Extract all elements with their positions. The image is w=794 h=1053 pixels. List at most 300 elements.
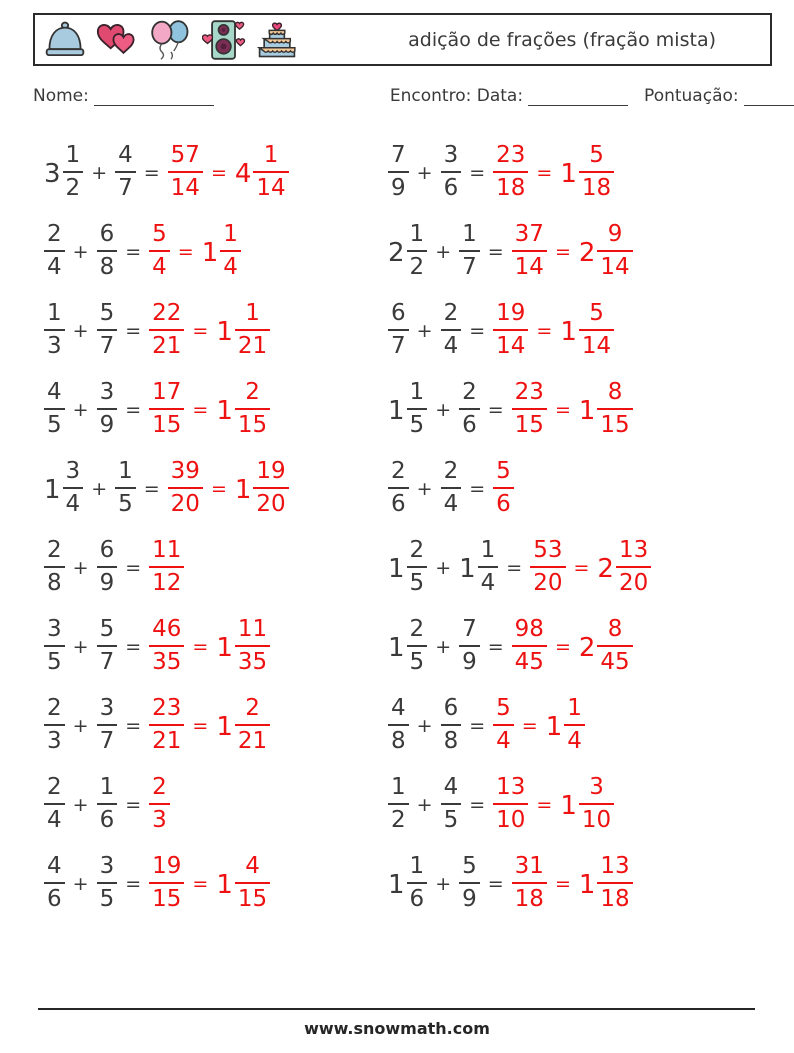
plus-operator: + [416,477,433,500]
fraction [407,220,428,280]
operand-a [44,378,65,438]
denominator: 7 [115,171,136,200]
footer-website: www.snowmath.com [304,1019,490,1038]
equals-operator: = [469,161,486,184]
fraction [97,220,118,280]
equals-operator: = [210,161,227,184]
equals-operator: = [125,635,142,658]
fraction [512,220,547,280]
fraction [44,536,65,596]
answer-mixed-number [578,220,633,280]
denominator: 9 [459,882,480,911]
whole-number: 1 [216,711,233,742]
problem-row [388,290,651,369]
fraction [253,141,288,201]
denominator: 5 [407,645,428,674]
fraction [407,615,428,675]
denominator: 6 [388,487,409,516]
plus-operator: + [416,319,433,342]
fraction [235,852,270,912]
numerator: 2 [443,299,459,326]
numerator: 39 [170,457,200,484]
date-field [390,86,628,106]
equals-operator: = [554,872,571,895]
whole-number: 1 [216,632,233,663]
plus-operator: + [416,161,433,184]
numerator: 2 [47,220,62,247]
denominator: 5 [407,408,428,437]
fraction [407,852,428,912]
operand-a [388,536,427,596]
operand-a [388,852,427,912]
denominator: 4 [493,724,514,753]
plus-operator: + [72,872,89,895]
fraction [149,615,184,675]
denominator: 5 [44,645,65,674]
numerator: 3 [65,457,81,484]
whole-number: 1 [216,316,233,347]
denominator: 4 [564,724,585,753]
score-field [644,86,794,106]
equals-operator: = [554,240,571,263]
denominator: 4 [441,487,462,516]
plus-operator: + [72,635,89,658]
fraction [597,378,632,438]
numerator: 98 [514,615,544,642]
equals-operator: = [469,714,486,737]
whole-number: 1 [578,869,596,900]
fraction [493,141,528,201]
operand-b [459,615,480,675]
fraction [220,220,241,280]
denominator: 6 [44,882,65,911]
equals-operator: = [487,872,504,895]
problems-column-left [44,132,289,922]
fraction [97,299,118,359]
fraction [459,852,480,912]
denominator: 9 [388,171,409,200]
operand-b [441,773,462,833]
denominator: 3 [149,803,170,832]
operand-b [459,220,480,280]
denominator: 21 [235,329,270,358]
fraction [149,852,184,912]
fraction [235,615,270,675]
fraction [407,378,428,438]
fraction [579,299,614,359]
header-fields [33,86,774,106]
denominator: 14 [493,329,528,358]
operand-b [459,536,498,596]
denominator: 10 [579,803,614,832]
numerator: 6 [99,220,115,247]
answer-mixed-number [234,141,289,201]
cake-icon [255,19,299,61]
fraction [493,773,528,833]
numerator: 7 [391,141,406,168]
fraction [388,457,409,517]
score-label: Pontuação: [644,86,739,106]
denominator: 14 [512,250,547,279]
plus-operator: + [435,635,452,658]
equals-operator: = [210,477,227,500]
fraction [63,141,84,201]
fraction [97,852,118,912]
answer-mixed-number [216,615,270,675]
denominator: 9 [459,645,480,674]
numerator: 53 [533,536,563,563]
fraction [512,615,547,675]
denominator: 5 [44,408,65,437]
numerator: 1 [480,536,496,563]
plus-operator: + [435,398,452,421]
numerator: 6 [391,299,406,326]
problem-row [388,843,651,922]
equals-operator: = [487,635,504,658]
denominator: 12 [149,566,184,595]
problem-row [388,685,651,764]
fraction [149,220,170,280]
operand-a [388,378,427,438]
equals-operator: = [573,556,590,579]
denominator: 14 [579,329,614,358]
numerator: 1 [462,220,477,247]
whole-number: 1 [545,711,563,742]
plus-operator: + [91,161,108,184]
denominator: 4 [220,250,241,279]
worksheet-title: adição de frações (fração mista) [408,28,716,51]
denominator: 3 [44,724,65,753]
numerator: 3 [99,694,115,721]
denominator: 6 [97,803,118,832]
equals-operator: = [192,398,209,421]
score-blank-line [744,101,794,106]
footer-divider [38,1008,755,1010]
operand-b [97,536,118,596]
fraction [149,773,170,833]
cloche-icon [43,19,87,61]
denominator: 18 [579,171,614,200]
fraction [441,141,462,201]
equals-operator: = [554,398,571,421]
whole-number: 2 [578,237,596,268]
equals-operator: = [521,714,538,737]
numerator: 4 [47,852,62,879]
answer-mixed-number [234,457,289,517]
whole-number: 1 [560,316,577,347]
equals-operator: = [487,398,504,421]
operand-a [388,299,409,359]
problem-row [388,527,651,606]
equals-operator: = [487,240,504,263]
fraction [97,773,118,833]
operand-a [388,220,427,280]
numerator: 11 [237,615,268,642]
denominator: 21 [149,724,184,753]
denominator: 5 [97,882,118,911]
numerator: 8 [607,378,623,405]
denominator: 8 [441,724,462,753]
operand-a [388,457,409,517]
fraction [579,773,614,833]
numerator: 2 [245,378,260,405]
operand-b [441,694,462,754]
fraction [616,536,651,596]
whole-number: 1 [560,158,577,189]
equals-operator: = [125,398,142,421]
problem-row [44,211,289,290]
numerator: 9 [607,220,623,247]
fraction [44,378,65,438]
denominator: 21 [149,329,184,358]
whole-number: 1 [44,474,61,505]
fraction [597,615,632,675]
fraction [63,457,84,517]
whole-number: 2 [597,553,614,584]
numerator: 1 [263,141,279,168]
name-label: Nome: [33,86,89,106]
answer-mixed-number [545,694,585,754]
whole-number: 3 [44,158,61,189]
fraction [44,773,65,833]
denominator: 15 [235,882,270,911]
operand-b [459,378,480,438]
operand-b [115,141,136,201]
operand-a [388,615,427,675]
whole-number: 1 [388,553,405,584]
denominator: 4 [478,566,499,595]
denominator: 9 [97,408,118,437]
answer-mixed-number [216,378,270,438]
denominator: 4 [149,250,170,279]
numerator: 1 [47,299,62,326]
operand-a [44,694,65,754]
numerator: 11 [152,536,182,563]
fraction [149,694,184,754]
numerator: 5 [496,694,511,721]
plus-operator: + [72,714,89,737]
operand-a [44,141,83,201]
numerator: 5 [589,299,604,326]
plus-operator: + [72,793,89,816]
fraction [459,615,480,675]
denominator: 18 [597,882,632,911]
numerator: 1 [99,773,115,800]
denominator: 15 [235,408,270,437]
denominator: 5 [115,487,136,516]
equals-operator: = [536,319,553,342]
fraction [97,615,118,675]
fraction [149,536,184,596]
fraction [168,457,203,517]
equals-operator: = [536,161,553,184]
whole-number: 1 [459,553,476,584]
operand-a [44,536,65,596]
equals-operator: = [506,556,523,579]
equals-operator: = [536,793,553,816]
numerator: 4 [118,141,133,168]
denominator: 21 [235,724,270,753]
denominator: 6 [441,171,462,200]
equals-operator: = [192,319,209,342]
fraction [388,141,409,201]
fraction [441,773,462,833]
fraction [388,694,409,754]
numerator: 4 [47,378,62,405]
numerator: 13 [618,536,649,563]
problem-row [44,764,289,843]
denominator: 7 [459,250,480,279]
denominator: 14 [597,250,632,279]
answer-mixed-number [216,852,270,912]
operand-a [44,773,65,833]
fraction [44,852,65,912]
fraction [597,852,632,912]
name-field [33,86,214,106]
fraction [407,536,428,596]
operand-b [441,457,462,517]
fraction [44,299,65,359]
answer-mixed-number [578,852,633,912]
denominator: 45 [512,645,547,674]
name-blank-line [94,101,214,106]
numerator: 13 [496,773,526,800]
fraction [44,694,65,754]
numerator: 8 [607,615,623,642]
problem-row [44,290,289,369]
numerator: 5 [99,299,115,326]
answer-mixed-number [560,141,614,201]
denominator: 14 [168,171,203,200]
operand-b [97,773,118,833]
fraction [388,299,409,359]
problems-column-right [388,132,651,922]
denominator: 6 [493,487,514,516]
numerator: 1 [65,141,81,168]
denominator: 6 [459,408,480,437]
whole-number: 1 [578,395,596,426]
whole-number: 1 [216,395,233,426]
numerator: 5 [496,457,511,484]
numerator: 1 [118,457,133,484]
numerator: 5 [589,141,604,168]
numerator: 2 [409,615,425,642]
denominator: 3 [44,329,65,358]
date-label: Encontro: Data: [389,86,524,106]
equals-operator: = [469,793,486,816]
answer-mixed-number [201,220,241,280]
plus-operator: + [435,240,452,263]
plus-operator: + [72,398,89,421]
equals-operator: = [469,319,486,342]
numerator: 1 [245,299,260,326]
operand-b [441,299,462,359]
decorative-icons [43,19,299,61]
fraction [441,457,462,517]
fraction [235,299,270,359]
fraction [459,378,480,438]
numerator: 2 [47,773,62,800]
numerator: 23 [514,378,544,405]
numerator: 3 [47,615,62,642]
operand-b [97,378,118,438]
numerator: 3 [443,141,459,168]
equals-operator: = [192,635,209,658]
problem-row [44,606,289,685]
denominator: 6 [407,882,428,911]
denominator: 15 [149,408,184,437]
numerator: 1 [223,220,238,247]
whole-number: 2 [388,237,405,268]
fraction [530,536,565,596]
answer-mixed-number [597,536,651,596]
fraction [579,141,614,201]
equals-operator: = [192,714,209,737]
operand-a [388,141,409,201]
fraction [493,457,514,517]
fraction [253,457,288,517]
numerator: 13 [600,852,630,879]
numerator: 3 [589,773,604,800]
denominator: 35 [235,645,270,674]
denominator: 20 [530,566,565,595]
denominator: 5 [441,803,462,832]
plus-operator: + [72,240,89,263]
whole-number: 1 [201,237,219,268]
equals-operator: = [192,872,209,895]
fraction [388,773,409,833]
numerator: 3 [99,378,115,405]
fraction [564,694,585,754]
equals-operator: = [125,793,142,816]
balloons-icon [149,19,193,61]
whole-number: 1 [234,474,252,505]
operand-a [388,694,409,754]
operand-b [97,299,118,359]
numerator: 46 [152,615,182,642]
equals-operator: = [143,161,160,184]
numerator: 5 [99,615,115,642]
numerator: 5 [152,220,167,247]
denominator: 8 [44,566,65,595]
numerator: 37 [514,220,544,247]
equals-operator: = [125,319,142,342]
equals-operator: = [177,240,194,263]
whole-number: 1 [388,395,405,426]
numerator: 6 [443,694,459,721]
fraction [235,378,270,438]
fraction [97,536,118,596]
whole-number: 2 [578,632,596,663]
speaker-icon [202,19,246,61]
operand-a [44,299,65,359]
numerator: 1 [391,773,406,800]
fraction [97,378,118,438]
numerator: 2 [462,378,477,405]
denominator: 2 [388,803,409,832]
numerator: 2 [47,536,62,563]
fraction [149,378,184,438]
denominator: 15 [597,408,632,437]
equals-operator: = [125,556,142,579]
numerator: 19 [152,852,182,879]
numerator: 2 [409,536,425,563]
operand-a [44,457,83,517]
numerator: 19 [256,457,286,484]
answer-mixed-number [216,694,270,754]
denominator: 4 [441,329,462,358]
fraction [441,299,462,359]
